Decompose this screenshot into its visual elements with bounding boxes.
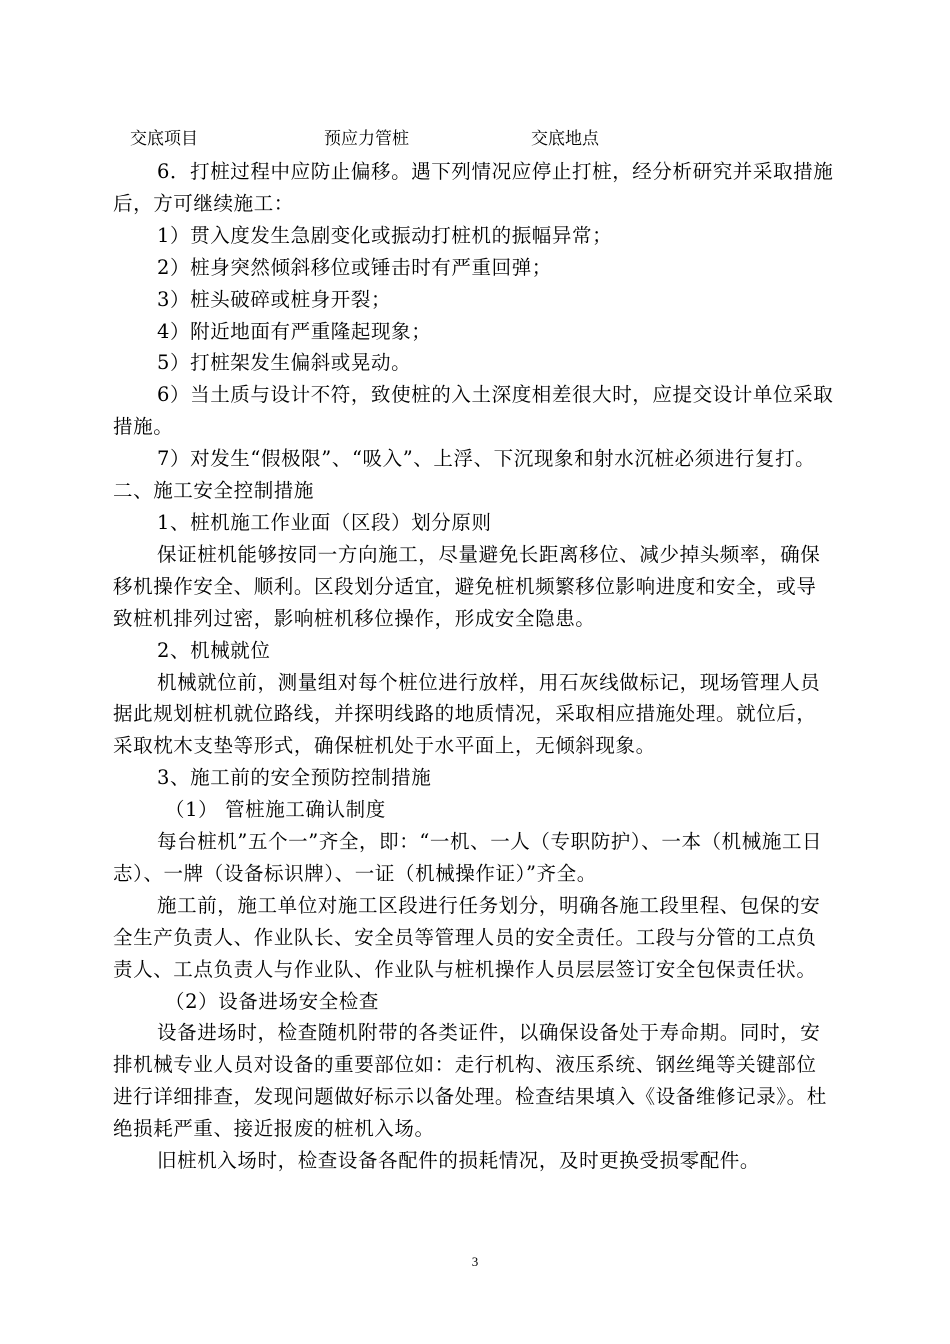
page-number: 3 [471,1254,479,1269]
subsection-heading: 1、桩机施工作业面（区段）划分原则 [157,510,492,534]
paragraph: 保证桩机能够按同一方向施工，尽量避免长距离移位、减少掉头频率，确保移机操作安全、顺利。区段划分适宜，避免桩机频繁移位影响进度和安全，或导致桩机排列过密，影响桩机移位操作，形成安全隐患。 [113,542,821,630]
document-body [113,156,835,1177]
paragraph: 设备进场时，检查随机附带的各类证件，以确保设备处于寿命期。同时，安排机械专业人员对设备的重要部位如：走行机构、液压系统、钢丝绳等关键部位进行详细排查，发现问题做好标示以备处理。检查结果填入《设备维修记录》。杜绝损耗严重、接近报废的桩机入场。 [113,1021,827,1141]
list-item: 5）打桩架发生偏斜或晃动。 [157,351,412,375]
paragraph: 6．打桩过程中应防止偏移。遇下列情况应停止打桩，经分析研究并采取措施后，方可继续施工： [113,160,834,215]
list-item: 1）贯入度发生急剧变化或振动打桩机的振幅异常； [157,223,613,247]
paragraph: 旧桩机入场时，检查设备各配件的损耗情况，及时更换受损零配件。 [157,1149,761,1173]
list-item: 3）桩头破碎或桩身开裂； [157,287,392,311]
paragraph: 机械就位前，测量组对每个桩位进行放样，用石灰线做标记，现场管理人员据此规划桩机就位路线，并探明线路的地质情况，采取相应措施处理。就位后，采取枕木支垫等形式，确保桩机处于水平面上，无倾斜现象。 [113,670,821,758]
paragraph: 每台桩机”五个一”齐全，即：“一机、一人（专职防护）、一本（机械施工日志）、一牌（设备标识牌）、一证（机械操作证）”齐全。 [113,830,823,885]
sub-heading: （2）设备进场安全检查 [165,989,380,1013]
disclosure-item-label: 交底项目 [130,129,198,149]
list-item: 7）对发生“假极限”、“吸入”、上浮、下沉现象和射水沉桩必须进行复打。 [157,447,816,471]
section-heading: 二、施工安全控制措施 [113,479,315,503]
disclosure-location-label: 交底地点 [531,129,599,149]
sub-heading: （1） 管桩施工确认制度 [165,798,386,822]
list-item: 2）桩身突然倾斜移位或锤击时有严重回弹； [157,255,552,279]
subsection-heading: 3、施工前的安全预防控制措施 [157,766,432,790]
subsection-heading: 2、机械就位 [157,638,271,662]
disclosure-item-value: 预应力管桩 [324,129,409,149]
list-item: 6）当土质与设计不符，致使桩的入土深度相差很大时，应提交设计单位采取措施。 [113,383,834,439]
paragraph: 施工前，施工单位对施工区段进行任务划分，明确各施工段里程、包保的安全生产负责人、作业队长、安全员等管理人员的安全责任。工段与分管的工点负责人、工点负责人与作业队、作业队与桩机操作人员层层签订安全包保责任状。 [113,893,821,981]
list-item: 4）附近地面有严重隆起现象； [157,319,432,343]
